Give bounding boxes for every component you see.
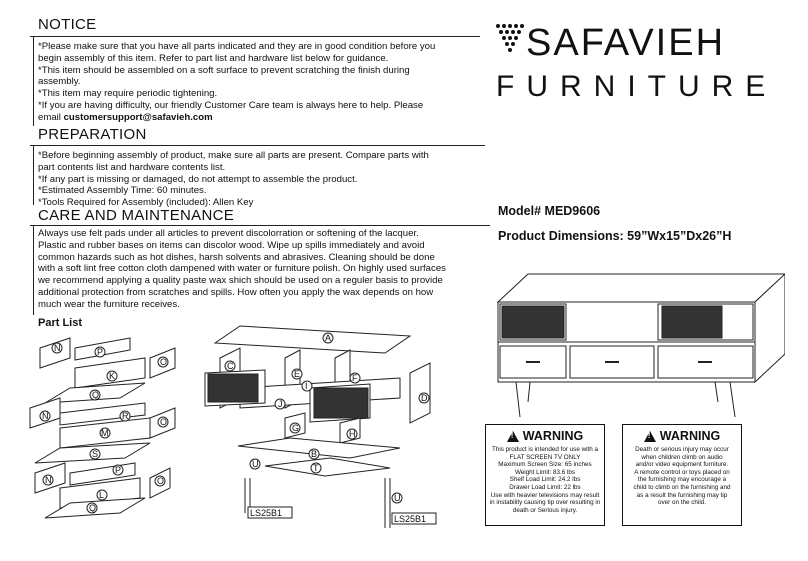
part-label: D [421,393,428,403]
care-line: additional protection from scratches and spills. How often you apply the wax depends on how [38,286,434,298]
preparation-line: *Tools Required for Assembly (included): Allen Key [38,197,254,209]
part-label: N [45,475,52,485]
parts-diagram [0,318,470,561]
part-label: I [305,381,308,391]
product-dimensions: Product Dimensions: 59”Wx15”Dx26”H [498,229,732,243]
warning-triangle-icon [507,431,519,442]
care-text [38,228,446,311]
part-label: T [313,463,319,473]
warning-line: the furnishing may encourage a [637,476,727,484]
part-label: M [101,428,109,438]
warning-line: Use with heavier televisions may result [490,491,600,499]
care-line: Plastic and rubber bases on items can discolor wood. Wipe up spills immediately and avoid [38,239,425,251]
preparation-line: part contents list and hardware contents list. [38,161,226,173]
part-label: C [227,361,234,371]
notice-line: begin assembly of this item. Refer to part list and hardware list below for guidance. [38,52,389,64]
care-vline [33,225,34,315]
warning-line: Drawer Load Limit: 22 lbs [509,483,581,491]
part-label: R [122,411,129,421]
part-label: N [54,343,61,353]
preparation-line: *Estimated Assembly Time: 60 minutes. [38,185,207,197]
notice-email-line: email customersupport@safavieh.com [38,111,213,123]
part-label: F [352,373,358,383]
part-label: O [160,357,168,367]
warning-box-children [622,424,742,526]
warning-line: FLAT SCREEN TV ONLY [509,453,581,461]
model-number: Model# MED9606 [498,204,601,218]
warning-line: Shelf Load Limit: 24.2 lbs [509,476,581,484]
brand-sub: FURNITURE [496,70,778,103]
part-label: E [294,369,301,379]
notice-line: *If you are having difficulty, our friendly Customer Care team is always here to help. Please [38,99,424,111]
support-email[interactable]: customersupport@safavieh.com [63,111,213,123]
warning-line: Maximum Screen Size: 65 inches [498,461,592,469]
part-label: N [42,411,49,421]
warning-triangle-icon [644,431,656,442]
part-label: L [99,490,105,500]
part-label: J [278,399,283,409]
product-illustration [490,262,785,422]
part-label: P [115,465,122,475]
notice-line: *This item should be assembled on a soft surface to prevent scratching the finish during [38,64,410,76]
warning-line: as a result the furnishing may tip [636,491,728,499]
part-list-title: Part List [38,317,83,329]
preparation-line: *If any part is missing or damaged, do not attempt to assemble the product. [38,173,358,185]
care-line: with a soft lint free cotton cloth dampened with water or furniture polish. On highly used surfaces [38,263,446,275]
warning-title: WARNING [659,428,721,443]
part-label: A [325,333,332,343]
part-label: O [160,417,168,427]
care-line: we recommend applying a quality paste wax shich should be used on a reguler basis to provide [38,275,443,287]
brand-name: SAFAVIEH [526,22,726,64]
care-title: CARE AND MAINTENANCE [38,207,235,224]
notice-line: *This item may require periodic tightening. [38,88,218,100]
warning-line: death or Serious injury. [512,506,578,514]
part-label: O [157,476,165,486]
part-label: K [109,371,116,381]
warning-line: child to climb on the furnishing and [633,483,731,491]
part-label: S [92,449,99,459]
notice-line: assembly. [38,76,81,88]
warning-title: WARNING [522,428,584,443]
hardware-label: LS25B1 [250,508,283,518]
part-label: G [292,423,300,433]
part-label: U [394,493,401,503]
part-label: B [311,449,318,459]
notice-title: NOTICE [38,16,97,33]
notice-line: *Please make sure that you have all parts indicated and they are in good condition before you [38,41,436,52]
safavieh-logo-icon [494,22,524,52]
care-line: common hazards such as hot dishes, harsh solvents and abrasives. Cleaning should be done [38,251,435,263]
part-label: Q [92,390,100,400]
warning-line: This product is intended for use with a [491,446,599,453]
warning-line: Death or serious injury may occur [635,446,729,453]
preparation-title: PREPARATION [38,126,147,143]
preparation-text [38,150,429,209]
warning-line: when children climb on audio [641,453,723,461]
warning-line: Weight Limit: 83.6 lbs [514,468,576,476]
preparation-rule [30,145,485,146]
part-label: P [97,347,104,357]
warning-box-tv [485,424,605,526]
warning-line: over on the child. [658,499,706,507]
hardware-label: LS25B1 [394,514,427,524]
preparation-line: *Before beginning assembly of product, make sure all parts are present. Compare parts with [38,150,429,161]
part-label: U [252,459,259,469]
notice-rule [30,36,480,37]
care-line: Always use felt pads under all articles to prevent discolorration or softening of the lacquer. [38,228,419,239]
notice-text [38,41,435,124]
part-label: H [349,429,356,439]
warning-line: and/or video equipment furniture. [635,461,729,469]
notice-vline [33,36,34,126]
preparation-vline [33,145,34,205]
part-label: Q [89,503,97,513]
warning-line: in instability causing tip over resulting in [489,499,601,507]
warning-line: A remote control or toys placed on [634,468,730,476]
care-rule [30,225,490,226]
care-line: much wear the furniture receives. [38,298,180,310]
